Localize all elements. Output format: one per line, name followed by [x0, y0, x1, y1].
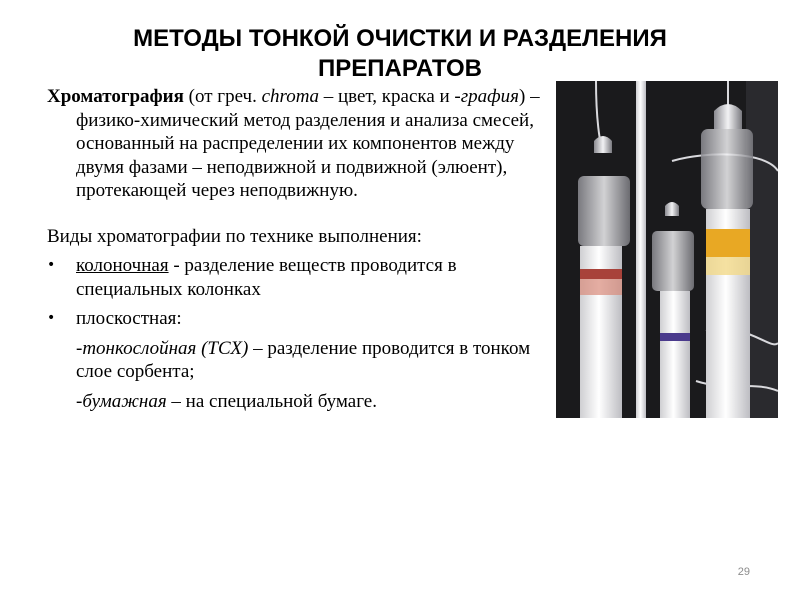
- tlc-prefix: -: [76, 337, 83, 359]
- definition-paragraph: [47, 85, 552, 203]
- paper-item: [47, 390, 552, 414]
- slide-title: МЕТОДЫ ТОНКОЙ ОЧИСТКИ И РАЗДЕЛЕНИЯ ПРЕПАРАТОВ: [133, 25, 667, 82]
- bullet-icon: •: [47, 257, 56, 273]
- bullet-icon: •: [47, 310, 56, 326]
- definition-text-1: (от греч.: [183, 86, 262, 107]
- slide-body: [47, 85, 552, 413]
- paper-prefix: -: [76, 390, 83, 412]
- planar-term: плоскостная:: [76, 308, 182, 329]
- tlc-term: тонкослойная (ТСХ): [82, 337, 249, 359]
- chromatography-columns-photo: [556, 81, 778, 418]
- paper-text: – на специальной бумаге.: [166, 390, 377, 412]
- tlc-text: – разделение проводится в тонком слое сорбента;: [76, 337, 531, 382]
- definition-term: Хроматография: [47, 86, 184, 107]
- bullet-column: [47, 254, 552, 301]
- types-heading: Виды хроматографии по технике выполнения:: [47, 225, 422, 247]
- definition-grafia: графия: [460, 86, 519, 107]
- tlc-item: [47, 337, 552, 384]
- column-term: колоночная: [76, 255, 169, 276]
- bullet-planar: [47, 307, 552, 331]
- columns-illustration: [556, 81, 778, 418]
- definition-text-3: ) – физико-химический метод разделения и анализа смесей, основанный на распределении их компонентов между двумя фазами – неподвижной и подвижной (элюент), протекающей через неподвижную.: [76, 86, 540, 201]
- definition-chroma: chroma: [261, 86, 319, 107]
- paper-term: бумажная: [82, 390, 167, 412]
- column-text: - разделение веществ проводится в специальных колонках: [76, 255, 457, 300]
- page-number: 29: [737, 566, 750, 578]
- definition-text-2: – цвет, краска и -: [318, 86, 461, 107]
